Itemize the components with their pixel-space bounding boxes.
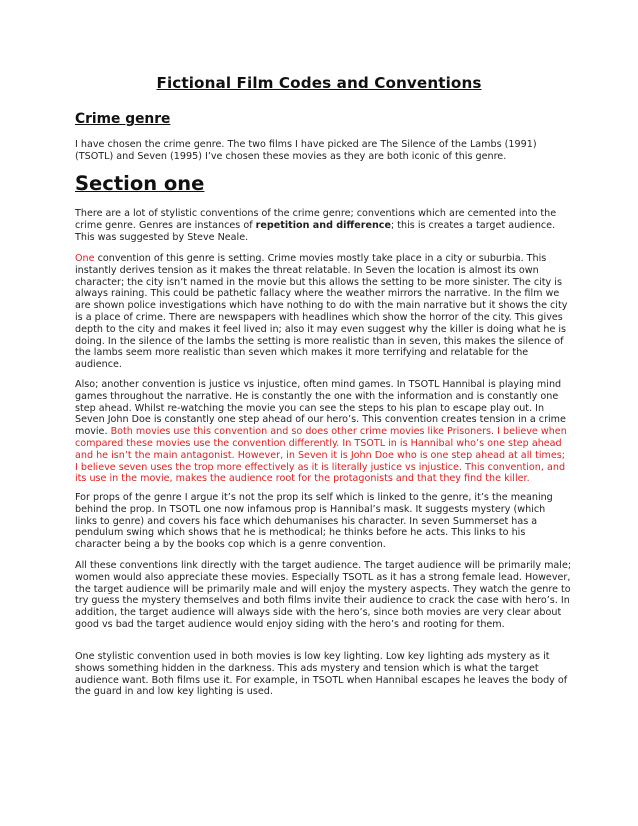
- text-line: shows something hidden in the darkness. This ads mystery and tension which is what the target: [75, 662, 539, 674]
- text-run: ; this is creates a target audience.: [391, 219, 556, 231]
- text-line: links to genre) and covers his face which dehumanises his character. In seven Summerset has a: [75, 515, 538, 527]
- text-line: the target audience will be primarily male and will enjoy the mystery aspects. They watch the genre to: [75, 583, 571, 595]
- text-line: I have chosen the crime genre. The two films I have picked are The Silence of the Lambs (1991): [75, 139, 537, 150]
- text-line: the lambs seem more realistic than seven which makes it more terrifying and relatable for the: [75, 347, 529, 359]
- text-line: Also; another convention is justice vs injustice, often mind games. In TSOTL Hannibal is playing mind: [75, 379, 562, 390]
- highlight-red-text: One: [75, 253, 95, 264]
- text-run: crime genre. Genres are instances of: [75, 219, 256, 231]
- text-run: movie.: [75, 426, 111, 438]
- highlight-red-text: Both movies use this convention and so does other crime movies like Prisoners. I believe when: [110, 426, 567, 438]
- bold-term: repetition and difference: [255, 219, 391, 231]
- paragraph-genre-conventions: [75, 208, 565, 243]
- text-line: (TSOTL) and Seven (1995) I’ve chosen these movies as they are both iconic of this genre.: [75, 150, 507, 162]
- heading-crime-genre: Crime genre: [75, 111, 171, 127]
- text-line: doing. In the silence of the lambs the setting is more realistic than in seven, this makes the silence of: [75, 335, 564, 347]
- text-line: the guard in and low key lighting is used.: [75, 686, 273, 698]
- text-line: women would also appreciate these movies. Especially TSOTL as it has a strong female lead. However,: [75, 571, 571, 583]
- text-line: step ahead. Whilst re-watching the movie you can see the steps to his plan to escape play out. In: [75, 402, 545, 414]
- text-line: addition, the target audience will always side with the hero’s, since both movies are very clear about: [75, 607, 562, 619]
- text-line: depth to the city and makes it feel lived in; also it may even suggest why the killer is doing what he is: [75, 323, 567, 335]
- paragraph-lighting: [75, 651, 568, 698]
- text-line: This was suggested by Steve Neale.: [75, 231, 249, 243]
- text-line: behind the prop. In TSOTL one now infamous prop is Hannibal’s mask. It suggests mystery (which: [75, 503, 546, 515]
- text-line: always raining. This could be pathetic fallacy where the weather mirrors the narrative. In the film we: [75, 288, 560, 300]
- text-line: games throughout the narrative. He is constantly the one with the information and is constantly one: [75, 390, 559, 402]
- heading-section-one: Section one: [75, 172, 205, 195]
- text-line: All these conventions link directly with the target audience. The target audience will be primarily male;: [75, 560, 572, 571]
- text-line: There are a lot of stylistic conventions of the crime genre; conventions which are cemented into the: [75, 208, 557, 219]
- text-line: One stylistic convention used in both movies is low key lighting. Low key lighting ads mystery as it: [75, 651, 550, 662]
- text-line: try guess the mystery themselves and both films invite their audience to crack the case with hero’s. In: [75, 595, 570, 607]
- text-run: convention of this genre is setting. Crime movies mostly take place in a city or suburbia. This: [94, 253, 547, 264]
- highlight-red-line: and he isn’t the main antagonist. However, in Seven it is John Doe who is one step ahead at all times;: [75, 449, 565, 461]
- highlight-red-line: I believe seven uses the trop more effectively as it is literally justice vs injustice. This convention, and: [75, 461, 566, 473]
- intro-paragraph: [75, 139, 565, 163]
- highlight-red-line: compared these movies use the convention differently. In TSOTL in is Hannibal who’s one step ahead: [75, 437, 562, 449]
- text-line: [75, 253, 565, 265]
- text-line: is a place of crime. There are newspapers with headlines which show the horror of the city. This gives: [75, 311, 563, 323]
- highlight-red-line: its use in the movie, makes the audience root for the protagonists and that they find the killer.: [75, 473, 530, 485]
- text-line: For props of the genre I argue it’s not the prop its self which is linked to the genre, it’s the meaning: [75, 492, 553, 503]
- paragraph-target-audience: [75, 560, 572, 631]
- text-line: Seven John Doe is constantly one step ahead of our hero’s. This convention creates tension in a crime: [75, 414, 566, 426]
- text-line: character; the city isn’t named in the movie but this allows the setting to be more sinister. The city is: [75, 276, 562, 288]
- text-line: [75, 426, 565, 438]
- paragraph-justice: [75, 379, 565, 485]
- text-line: character being a by the books cop which is a genre convention.: [75, 539, 386, 551]
- text-line: audience want. Both films use it. For example, in TSOTL when Hannibal escapes he leaves the body of: [75, 674, 568, 686]
- paragraph-props: [75, 492, 565, 551]
- text-line: are shown police investigations which have nothing to do with the main narrative but it shows the city: [75, 300, 568, 312]
- text-line: instantly derives tension as it makes the threat relatable. In Seven the location is almost its own: [75, 264, 539, 276]
- text-line: good vs bad the target audience would enjoy siding with the hero’s and rooting for them.: [75, 618, 505, 630]
- text-line: [75, 220, 565, 232]
- page-title: Fictional Film Codes and Conventions: [156, 74, 482, 92]
- text-line: pendulum swing which shows that he is methodical; he thinks before he acts. This links to his: [75, 527, 526, 539]
- text-line: audience.: [75, 359, 122, 371]
- paragraph-setting: [75, 253, 568, 371]
